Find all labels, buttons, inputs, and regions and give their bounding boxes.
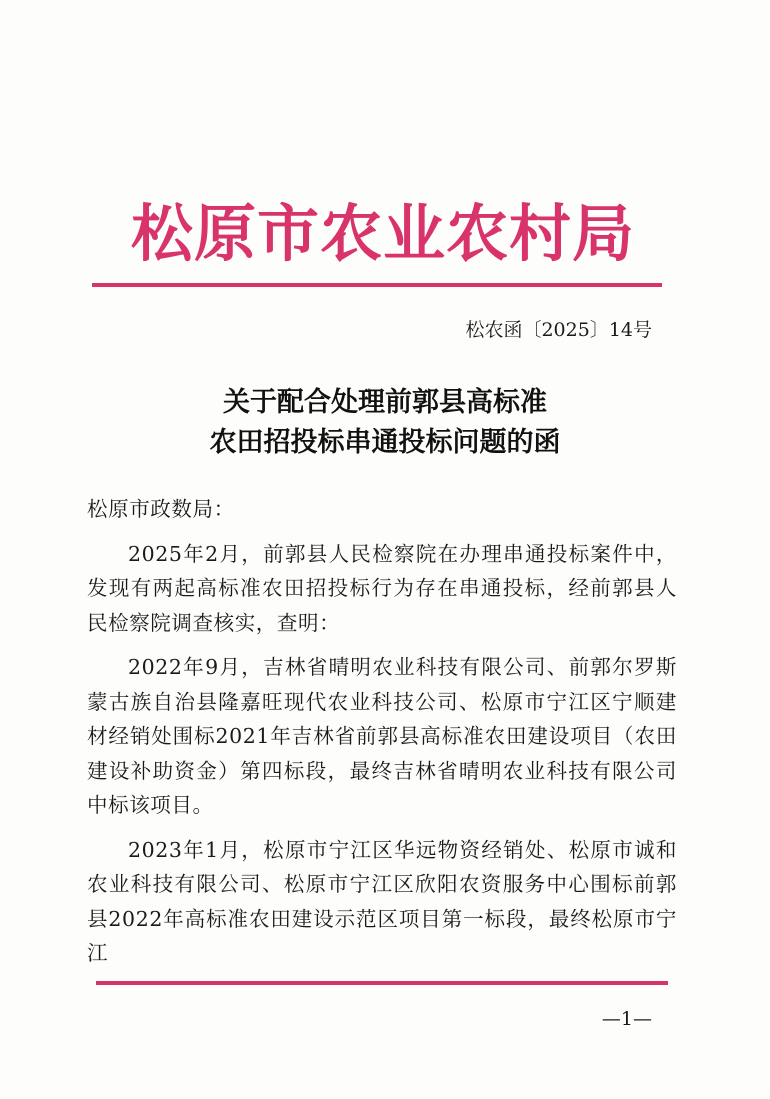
- document-title-line-1: 关于配合处理前郭县高标准: [223, 387, 547, 418]
- body-paragraph-2: 2022年9月，吉林省晴明农业科技有限公司、前郭尔罗斯蒙古族自治县隆嘉旺现代农业科技公司、松原市宁江区宁顺建材经销处围标2021年吉林省前郭县高标准农田建设项目（农田建设补助资金）第四标段，最终吉林省晴明农业科技有限公司中标该项目。: [87, 655, 677, 817]
- document-title: [90, 383, 680, 463]
- footer-red-rule: [96, 981, 668, 985]
- salutation: 松原市政数局：: [87, 497, 235, 521]
- document-number: 松农函〔2025〕14号: [465, 319, 652, 341]
- page-number: —1—: [601, 1008, 652, 1030]
- body-paragraph-3: 2023年1月，松原市宁江区华远物资经销处、松原市诚和农业科技有限公司、松原市宁江区欣阳农资服务中心围标前郭县2022年高标准农田建设示范区项目第一标段，最终松原市宁江: [87, 837, 677, 965]
- organization-header: 松原市农业农村局: [130, 197, 635, 270]
- document-body: [87, 492, 677, 981]
- document-title-line-2: 农田招投标串通投标问题的函: [209, 427, 561, 458]
- header-red-rule: [92, 283, 662, 287]
- body-paragraph-1: 2025年2月，前郭县人民检察院在办理串通投标案件中，发现有两起高标准农田招投标行为存在串通投标，经前郭县人民检察院调查核实，查明：: [87, 541, 677, 635]
